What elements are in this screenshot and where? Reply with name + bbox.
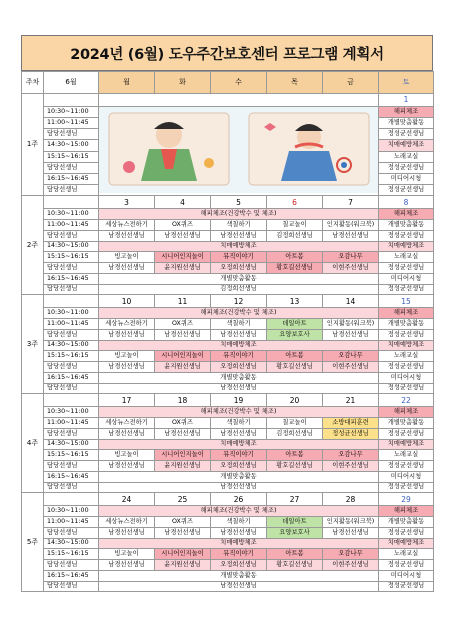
weekday-program: 오정희선생님: [211, 263, 267, 274]
saturday-program: 해피체조: [379, 209, 434, 220]
time-slot: 담당선생님: [44, 383, 99, 394]
saturday-program: 노래교실: [379, 549, 434, 560]
weekday-program: 아트봄: [267, 252, 323, 263]
day-header: 금: [323, 72, 379, 94]
saturday-program: 미디어시청: [379, 471, 434, 482]
weekday-program: 빙고놀이: [99, 351, 155, 362]
time-slot: 담당선생님: [44, 461, 99, 472]
weekday-program: 개별맞춤활동: [99, 570, 379, 581]
date-blank: [44, 94, 99, 107]
weekday-program: 세상뉴스전하기: [99, 319, 155, 330]
weekday-program: 아트봄: [267, 549, 323, 560]
date-number: 3: [99, 196, 155, 209]
weekday-program: 치매예방체조: [99, 538, 379, 549]
weekday-program: 남경선선생님: [155, 527, 211, 538]
weekday-program: 남경선선생님: [323, 230, 379, 241]
weekday-program: 김정희선생님: [99, 284, 379, 295]
saturday-program: 노래교실: [379, 351, 434, 362]
time-slot: 담당선생님: [44, 482, 99, 493]
saturday-program: 정성균선생님: [379, 129, 434, 140]
weekday-program: 남경선선생님: [211, 527, 267, 538]
time-slot: 담당선생님: [44, 428, 99, 439]
weekday-program: 남경선선생님: [99, 383, 379, 394]
weekday-program: 정성균선생님: [323, 428, 379, 439]
date-number: 14: [323, 295, 379, 308]
weekday-program: 이현주선생님: [323, 263, 379, 274]
weekday-program: 뮤직이야기: [211, 450, 267, 461]
weekday-program: 뮤직이야기: [211, 549, 267, 560]
saturday-program: 정성균선생님: [379, 560, 434, 571]
day-header: 수: [211, 72, 267, 94]
weekday-program: 남경선선생님: [155, 329, 211, 340]
time-slot: 10:30~11:00: [44, 209, 99, 220]
weekday-program: 오감나무: [323, 450, 379, 461]
saturday-program: 치매예방체조: [379, 538, 434, 549]
weekday-program: 윤지원선생님: [155, 461, 211, 472]
weekday-program: 이현주선생님: [323, 560, 379, 571]
saturday-program: 정성균선생님: [379, 428, 434, 439]
weekday-program: 색칠하기: [211, 517, 267, 528]
saturday-program: 해피체조: [379, 506, 434, 517]
weekday-program: 남경선선생님: [99, 560, 155, 571]
time-slot: 11:00~11:45: [44, 220, 99, 231]
weekday-program: 오정희선생님: [211, 461, 267, 472]
time-slot: 16:15~16:45: [44, 570, 99, 581]
date-number: 15: [379, 295, 434, 308]
date-number: 11: [155, 295, 211, 308]
weekday-program: 오감나무: [323, 549, 379, 560]
time-slot: 15:15~16:15: [44, 549, 99, 560]
time-slot: 담당선생님: [44, 162, 99, 173]
time-slot: 16:15~16:45: [44, 372, 99, 383]
weekday-program: 황호길선생님: [267, 461, 323, 472]
weekday-program: 남경선선생님: [155, 230, 211, 241]
page-title: 2024년 (6월) 도우주간보호센터 프로그램 계획서: [21, 35, 433, 71]
weekday-program: 개별맞춤활동: [99, 471, 379, 482]
date-number: 12: [211, 295, 267, 308]
weekday-program: 윤지원선생님: [155, 362, 211, 373]
saturday-program: 미디어시청: [379, 372, 434, 383]
time-slot: 담당선생님: [44, 581, 99, 592]
saturday-program: 정성균선생님: [379, 383, 434, 394]
time-slot: 담당선생님: [44, 284, 99, 295]
saturday-program: 미디어시청: [379, 173, 434, 184]
weekday-program: 이현주선생님: [323, 461, 379, 472]
weekday-program: 김정희선생님: [267, 230, 323, 241]
weekday-program: 오감나무: [323, 351, 379, 362]
weekday-program: 해피체조(건강박수 및 체조): [99, 506, 379, 517]
saturday-program: 치매예방체조: [379, 241, 434, 252]
saturday-program: 정성균선생님: [379, 329, 434, 340]
weekday-program: 윤지원선생님: [155, 263, 211, 274]
weekday-program: 요양보호사: [267, 527, 323, 538]
saturday-program: 개별맞춤활동: [379, 118, 434, 129]
weekday-program: 세상뉴스전하기: [99, 517, 155, 528]
saturday-program: 해피체조: [379, 308, 434, 319]
time-slot: 11:00~11:45: [44, 118, 99, 129]
dano-festival-illustration: [99, 107, 379, 196]
day-header: 월: [99, 72, 155, 94]
date-blank-weekdays: [99, 94, 379, 107]
weekday-program: OX퀴즈: [155, 517, 211, 528]
time-slot: 11:00~11:45: [44, 319, 99, 330]
date-number: 8: [379, 196, 434, 209]
week-label: 4주: [22, 394, 44, 493]
saturday-program: 노래교실: [379, 151, 434, 162]
saturday-program: 정성균선생님: [379, 284, 434, 295]
weekday-program: 남경선선생님: [99, 482, 379, 493]
weekday-program: 해피체조(건강박수 및 체조): [99, 209, 379, 220]
weekday-program: 인지활동(워크북): [323, 220, 379, 231]
saturday-program: 치매예방체조: [379, 439, 434, 450]
date-number: 1: [379, 94, 434, 107]
saturday-program: 정성균선생님: [379, 230, 434, 241]
week-label: 3주: [22, 295, 44, 394]
weekday-program: 인지활동(워크북): [323, 517, 379, 528]
weekday-program: 오정희선생님: [211, 560, 267, 571]
weekday-program: 색칠하기: [211, 220, 267, 231]
saturday-program: 미디어시청: [379, 273, 434, 284]
weekday-program: 칠교놀이: [267, 220, 323, 231]
weekday-program: 소방대피훈련: [323, 418, 379, 429]
date-number: 25: [155, 493, 211, 506]
saturday-program: 개별맞춤활동: [379, 418, 434, 429]
weekday-program: 남경선선생님: [99, 527, 155, 538]
saturday-program: 개별맞춤활동: [379, 517, 434, 528]
weekday-program: 시니어인지놀이: [155, 549, 211, 560]
weekday-program: 데일아트: [267, 517, 323, 528]
weekday-program: 황호길선생님: [267, 362, 323, 373]
time-slot: 15:15~16:15: [44, 252, 99, 263]
weekday-program: 빙고놀이: [99, 549, 155, 560]
weekday-program: 치매예방체조: [99, 241, 379, 252]
date-number: 27: [267, 493, 323, 506]
date-number: 7: [323, 196, 379, 209]
saturday-program: 해피체조: [379, 407, 434, 418]
weekday-program: 남경선선생님: [99, 581, 379, 592]
date-number: 17: [99, 394, 155, 407]
weekday-program: 해피체조(건강박수 및 체조): [99, 407, 379, 418]
weekday-program: 치매예방체조: [99, 340, 379, 351]
date-number: 20: [267, 394, 323, 407]
time-slot: 담당선생님: [44, 527, 99, 538]
weekday-program: 아트봄: [267, 351, 323, 362]
weekday-program: 남경선선생님: [99, 428, 155, 439]
weekday-program: 남경선선생님: [155, 428, 211, 439]
date-blank: [44, 295, 99, 308]
weekday-program: 빙고놀이: [99, 252, 155, 263]
saturday-program: 정성균선생님: [379, 263, 434, 274]
weekday-program: 해피체조(건강박수 및 체조): [99, 308, 379, 319]
date-number: 4: [155, 196, 211, 209]
weekday-program: 빙고놀이: [99, 450, 155, 461]
time-slot: 15:15~16:15: [44, 351, 99, 362]
weekday-program: 개별맞춤활동: [99, 372, 379, 383]
weekday-program: 데일아트: [267, 319, 323, 330]
weekday-program: 남경선선생님: [99, 329, 155, 340]
time-slot: 14:30~15:00: [44, 241, 99, 252]
saturday-program: 치매예방체조: [379, 340, 434, 351]
date-blank: [44, 196, 99, 209]
week-label: 2주: [22, 196, 44, 295]
weekday-program: 치매예방체조: [99, 439, 379, 450]
saturday-program: 정성균선생님: [379, 527, 434, 538]
date-number: 19: [211, 394, 267, 407]
date-number: 6: [267, 196, 323, 209]
weekday-program: 개별맞춤활동: [99, 273, 379, 284]
day-header: 화: [155, 72, 211, 94]
weekday-program: 요양보호사: [267, 329, 323, 340]
weekday-program: 남경선선생님: [323, 329, 379, 340]
saturday-program: 정성균선생님: [379, 581, 434, 592]
weekday-program: 오감나무: [323, 252, 379, 263]
time-slot: 담당선생님: [44, 129, 99, 140]
date-blank: [44, 394, 99, 407]
weekday-program: 아트봄: [267, 450, 323, 461]
weekday-program: 칠교놀이: [267, 418, 323, 429]
saturday-program: 치매예방체조: [379, 140, 434, 151]
time-slot: 10:30~11:00: [44, 407, 99, 418]
time-slot: 16:15~16:45: [44, 471, 99, 482]
time-slot: 담당선생님: [44, 263, 99, 274]
weekday-program: 남경선선생님: [99, 263, 155, 274]
time-slot: 16:15~16:45: [44, 273, 99, 284]
saturday-program: 정성균선생님: [379, 162, 434, 173]
weekday-program: 남경선선생님: [211, 428, 267, 439]
time-slot: 10:30~11:00: [44, 506, 99, 517]
time-slot: 14:30~15:00: [44, 538, 99, 549]
time-slot: 담당선생님: [44, 560, 99, 571]
time-slot: 16:15~16:45: [44, 173, 99, 184]
weekday-program: OX퀴즈: [155, 220, 211, 231]
time-slot: 담당선생님: [44, 329, 99, 340]
date-number: 26: [211, 493, 267, 506]
weekday-program: 김정희선생님: [267, 428, 323, 439]
weekday-program: 남경선선생님: [99, 230, 155, 241]
date-number: 5: [211, 196, 267, 209]
weekday-program: 시니어인지놀이: [155, 252, 211, 263]
saturday-program: 노래교실: [379, 450, 434, 461]
time-slot: 11:00~11:45: [44, 418, 99, 429]
weekday-program: 시니어인지놀이: [155, 351, 211, 362]
weekday-program: 시니어인지놀이: [155, 450, 211, 461]
weekday-program: 뮤직이야기: [211, 252, 267, 263]
date-number: 10: [99, 295, 155, 308]
saturday-program: 정성균선생님: [379, 362, 434, 373]
time-slot: 15:15~16:15: [44, 450, 99, 461]
festival-illustration-icon: [99, 107, 379, 193]
date-number: 22: [379, 394, 434, 407]
saturday-program: 개별맞춤활동: [379, 220, 434, 231]
day-header: 토: [379, 72, 434, 94]
weekday-program: 오정희선생님: [211, 362, 267, 373]
week-label: 1주: [22, 94, 44, 196]
time-slot: 14:30~15:00: [44, 140, 99, 151]
saturday-program: 미디어시청: [379, 570, 434, 581]
time-slot: 담당선생님: [44, 230, 99, 241]
month-label: 6월: [44, 72, 99, 94]
saturday-program: 정성균선생님: [379, 461, 434, 472]
weekday-program: 남경선선생님: [99, 362, 155, 373]
weekday-program: 남경선선생님: [211, 329, 267, 340]
week-column-header: 주차: [22, 72, 44, 94]
time-slot: 14:30~15:00: [44, 340, 99, 351]
weekday-program: 세상뉴스전하기: [99, 220, 155, 231]
schedule-table: [21, 71, 434, 592]
time-slot: 10:30~11:00: [44, 107, 99, 118]
weekday-program: 황호길선생님: [267, 560, 323, 571]
date-number: 18: [155, 394, 211, 407]
weekday-program: 윤지원선생님: [155, 560, 211, 571]
weekday-program: 황호길선생님: [267, 263, 323, 274]
time-slot: 10:30~11:00: [44, 308, 99, 319]
weekday-program: 남경선선생님: [99, 461, 155, 472]
date-number: 24: [99, 493, 155, 506]
date-number: 21: [323, 394, 379, 407]
date-blank: [44, 493, 99, 506]
saturday-program: 정성균선생님: [379, 185, 434, 196]
week-label: 5주: [22, 493, 44, 592]
time-slot: 담당선생님: [44, 362, 99, 373]
date-number: 29: [379, 493, 434, 506]
weekday-program: 이현주선생님: [323, 362, 379, 373]
time-slot: 14:30~15:00: [44, 439, 99, 450]
time-slot: 15:15~16:15: [44, 151, 99, 162]
weekday-program: 세상뉴스전하기: [99, 418, 155, 429]
saturday-program: 노래교실: [379, 252, 434, 263]
time-slot: 11:00~11:45: [44, 517, 99, 528]
date-number: 13: [267, 295, 323, 308]
saturday-program: 정성균선생님: [379, 482, 434, 493]
date-number: 28: [323, 493, 379, 506]
weekday-program: 인지활동(워크북): [323, 319, 379, 330]
weekday-program: 남경선선생님: [211, 230, 267, 241]
weekday-program: OX퀴즈: [155, 319, 211, 330]
weekday-program: 색칠하기: [211, 418, 267, 429]
saturday-program: 해피체조: [379, 107, 434, 118]
weekday-program: 뮤직이야기: [211, 351, 267, 362]
saturday-program: 개별맞춤활동: [379, 319, 434, 330]
day-header: 목: [267, 72, 323, 94]
weekday-program: OX퀴즈: [155, 418, 211, 429]
weekday-program: 남경선선생님: [323, 527, 379, 538]
time-slot: 담당선생님: [44, 185, 99, 196]
weekday-program: 색칠하기: [211, 319, 267, 330]
